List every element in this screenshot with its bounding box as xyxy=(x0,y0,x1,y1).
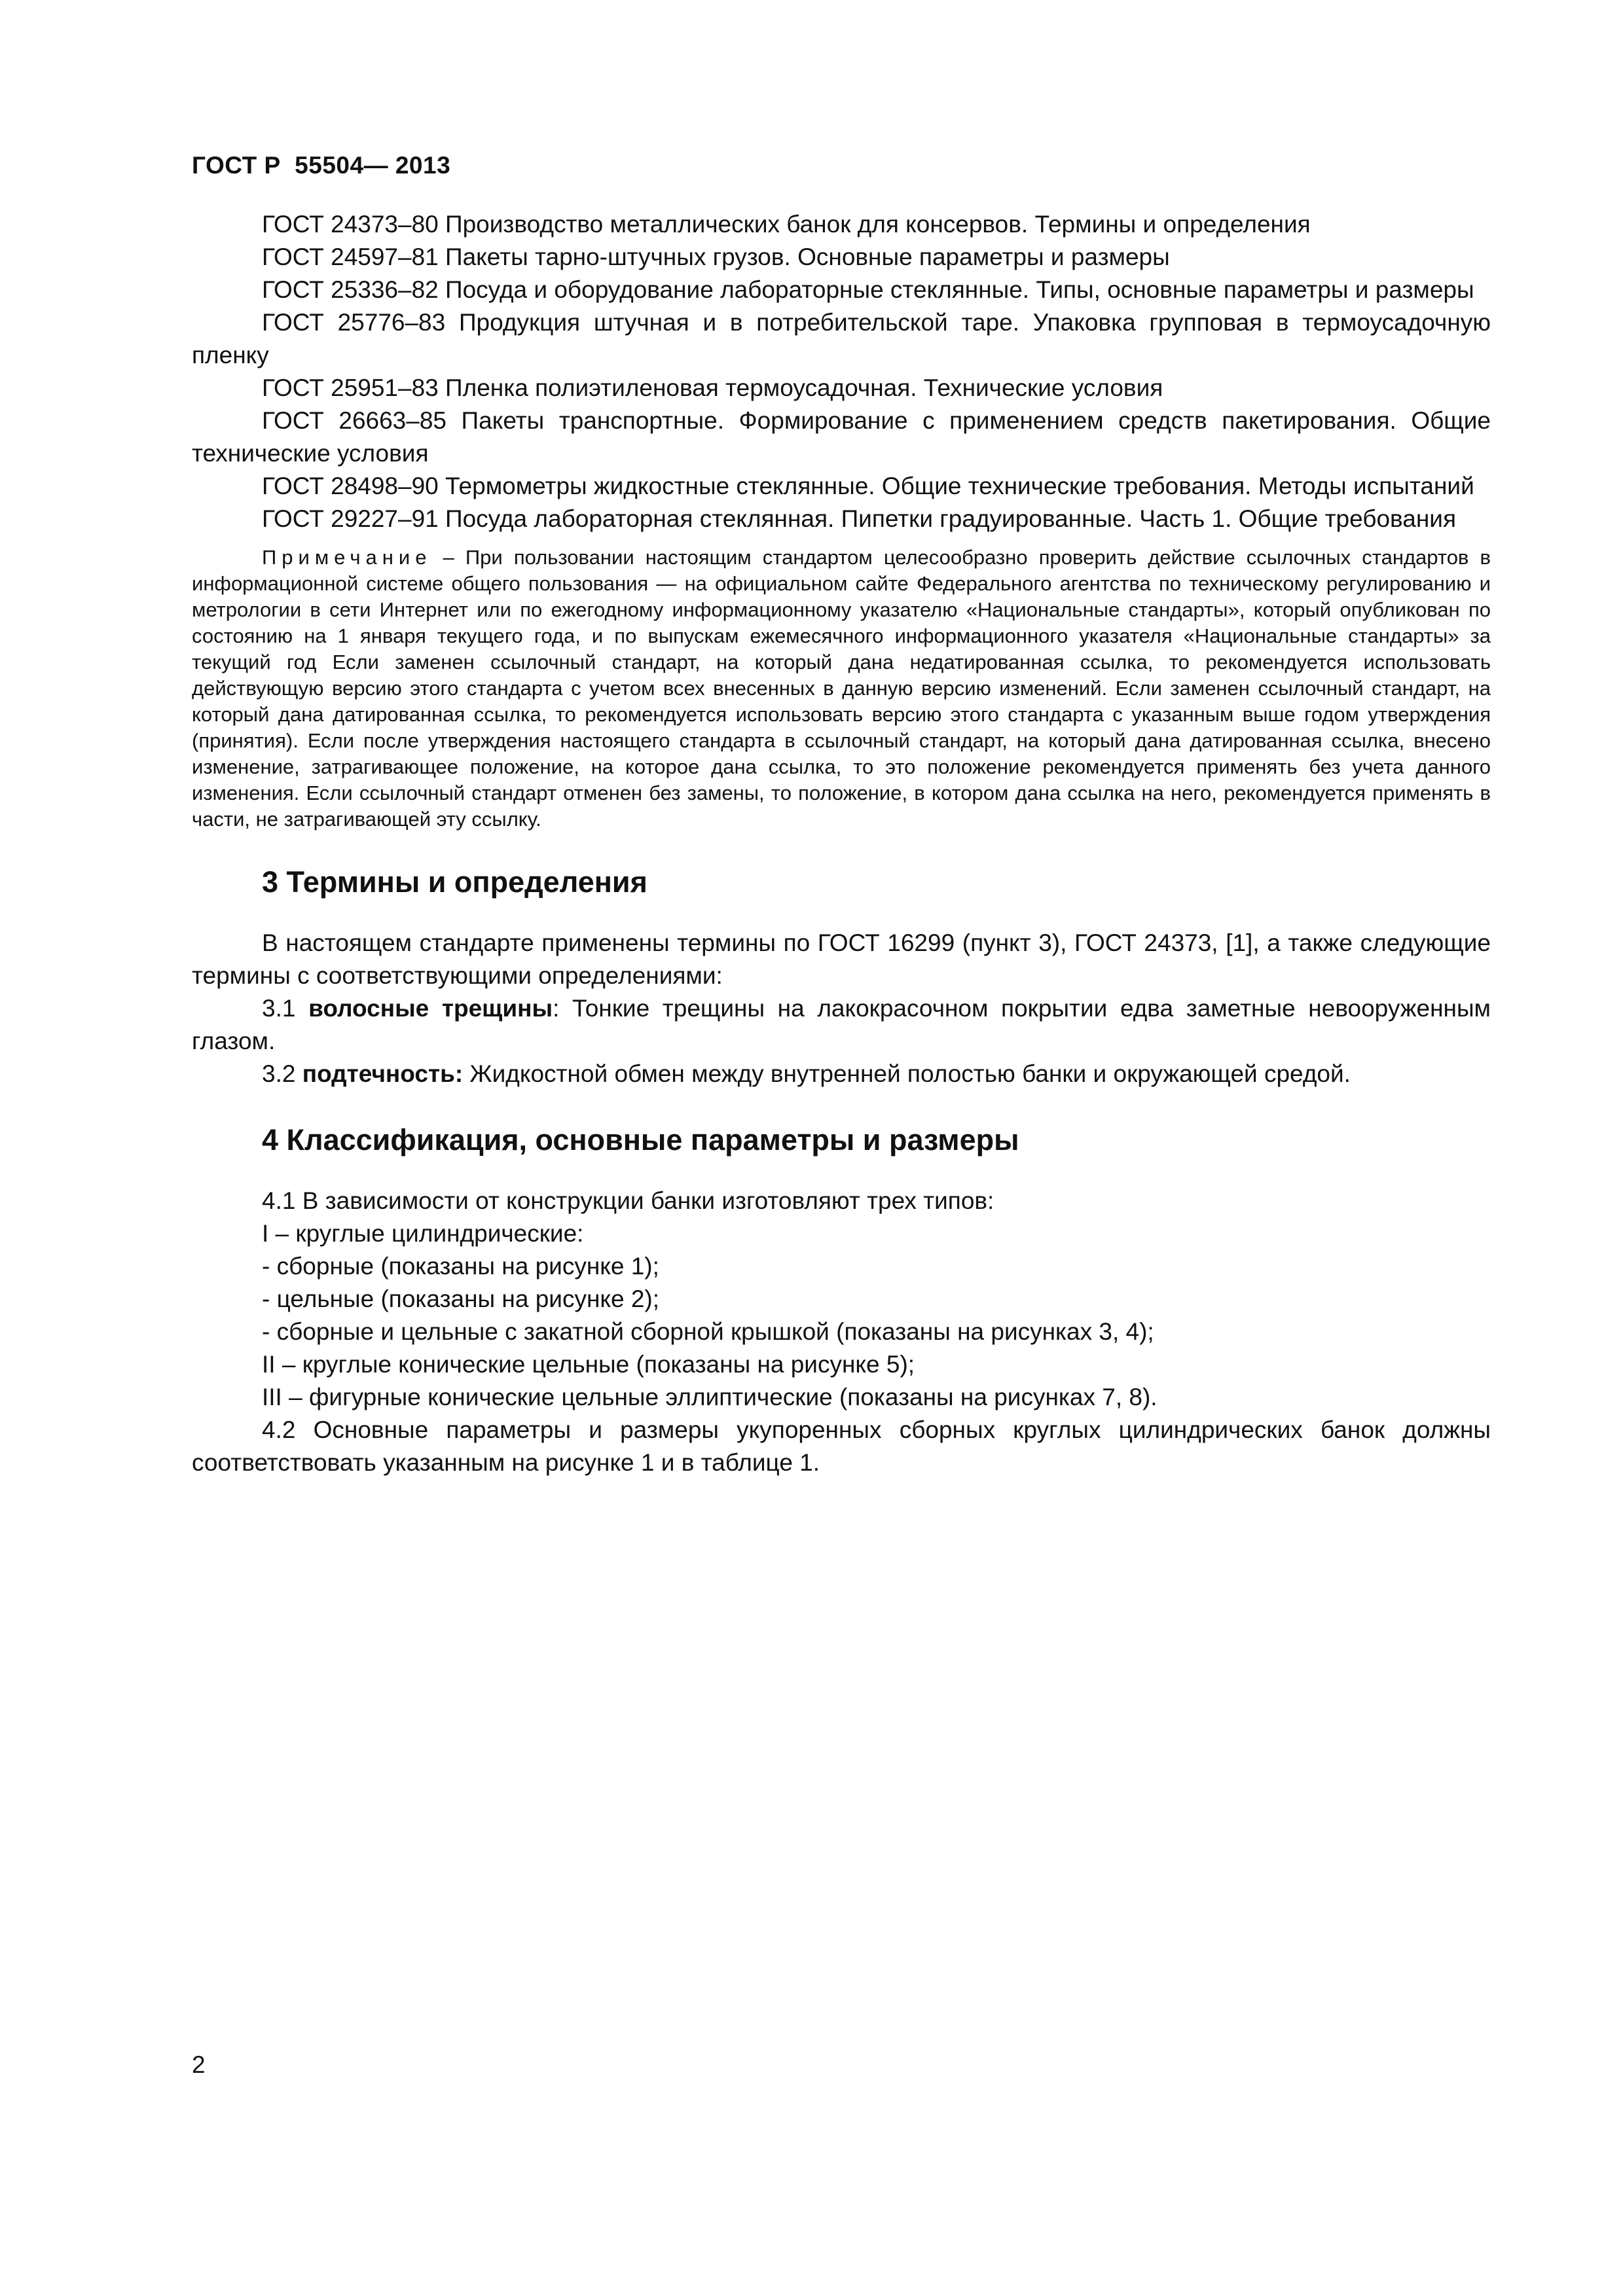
term-3-2 xyxy=(192,1058,1491,1090)
section-4-line: - сборные и цельные с закатной сборной крышкой (показаны на рисунках 3, 4); xyxy=(262,1318,1154,1345)
reference-item: ГОСТ 25336–82 Посуда и оборудование лабораторные стеклянные. Типы, основные параметры и размеры xyxy=(262,276,1474,303)
section-4-line: - цельные (показаны на рисунке 2); xyxy=(262,1285,660,1312)
section-3-heading: 3 Термины и определения xyxy=(262,865,647,899)
note-block xyxy=(192,545,1491,833)
reference-item: ГОСТ 26663–85 Пакеты транспортные. Формирование с применением средств пакетирования. Общие технические условия xyxy=(192,407,1491,467)
term-name: волосные трещины xyxy=(308,995,553,1022)
reference-item: ГОСТ 28498–90 Термометры жидкостные стеклянные. Общие технические требования. Методы испытаний xyxy=(262,473,1474,499)
references-list xyxy=(192,208,1491,535)
term-number: 3.2 xyxy=(262,1060,302,1087)
section-4-line: II – круглые конические цельные (показаны на рисунке 5); xyxy=(262,1351,915,1378)
note-text: – При пользовании настоящим стандартом целесообразно проверить действие ссылочных стандартов в информационной системе общего пользования — на официальном сайте Федерального агентства по техническому регулированию и метрологии в сети Интернет или по ежегодному информационному указателю «Национальные стандарты», который опубликован по состоянию на 1 января текущего года, и по выпускам ежемесячного информационного указателя «Национальные стандарты» за текущий год Если заменен ссылочный стандарт, на который дана недатированная ссылка, то рекомендуется использовать действующую версию этого стандарта с учетом всех внесенных в данную версию изменений. Если заменен ссылочный стандарт, на который дана датированная ссылка, то рекомендуется использовать версию этого стандарта с указанным выше годом утверждения (принятия). Если после утверждения настоящего стандарта в ссылочный стандарт, на который дана датированная ссылка, внесено изменение, затрагивающее положение, на которое дана ссылка, то это положение рекомендуется применять без учета данного изменения. Если ссылочный стандарт отменен без замены, то положение, в котором дана ссылка на него, рекомендуется применять в части, не затрагивающей эту ссылку. xyxy=(192,546,1491,831)
term-definition: : Тонкие трещины на лакокрасочном покрытии едва заметные невооруженным глазом. xyxy=(192,995,1491,1054)
reference-item: ГОСТ 24597–81 Пакеты тарно-штучных грузов. Основные параметры и размеры xyxy=(262,243,1170,270)
reference-item: ГОСТ 24373–80 Производство металлических банок для консервов. Термины и определения xyxy=(262,211,1311,238)
standard-number-header: ГОСТ Р 55504— 2013 xyxy=(192,152,451,179)
section-4-line: III – фигурные конические цельные эллиптические (показаны на рисунках 7, 8). xyxy=(262,1384,1158,1410)
term-number: 3.1 xyxy=(262,995,309,1022)
section-4-heading: 4 Классификация, основные параметры и размеры xyxy=(262,1123,1019,1157)
page-content xyxy=(192,208,1491,1479)
term-3-1 xyxy=(192,992,1491,1058)
section-4-line: - сборные (показаны на рисунке 1); xyxy=(262,1253,659,1280)
reference-item: ГОСТ 25951–83 Пленка полиэтиленовая термоусадочная. Технические условия xyxy=(262,374,1163,401)
reference-item: ГОСТ 25776–83 Продукция штучная и в потребительской таре. Упаковка групповая в термоусадочную пленку xyxy=(192,309,1491,368)
note-label: Примечание xyxy=(262,546,432,569)
section-4-line: I – круглые цилиндрические: xyxy=(262,1220,584,1247)
reference-item: ГОСТ 29227–91 Посуда лабораторная стеклянная. Пипетки градуированные. Часть 1. Общие требования xyxy=(262,505,1457,532)
term-definition: Жидкостной обмен между внутренней полостью банки и окружающей средой. xyxy=(463,1060,1351,1087)
term-name: подтечность: xyxy=(302,1060,464,1087)
section-4-line: 4.1 В зависимости от конструкции банки изготовляют трех типов: xyxy=(262,1187,994,1214)
section-4-line: 4.2 Основные параметры и размеры укупоренных сборных круглых цилиндрических банок должны соответствовать указанным на рисунке 1 и в таблице 1. xyxy=(192,1416,1491,1476)
page-number: 2 xyxy=(192,2051,206,2078)
section-3-intro: В настоящем стандарте применены термины по ГОСТ 16299 (пункт 3), ГОСТ 24373, [1], а также следующие термины с соответствующими определениями: xyxy=(192,929,1491,989)
